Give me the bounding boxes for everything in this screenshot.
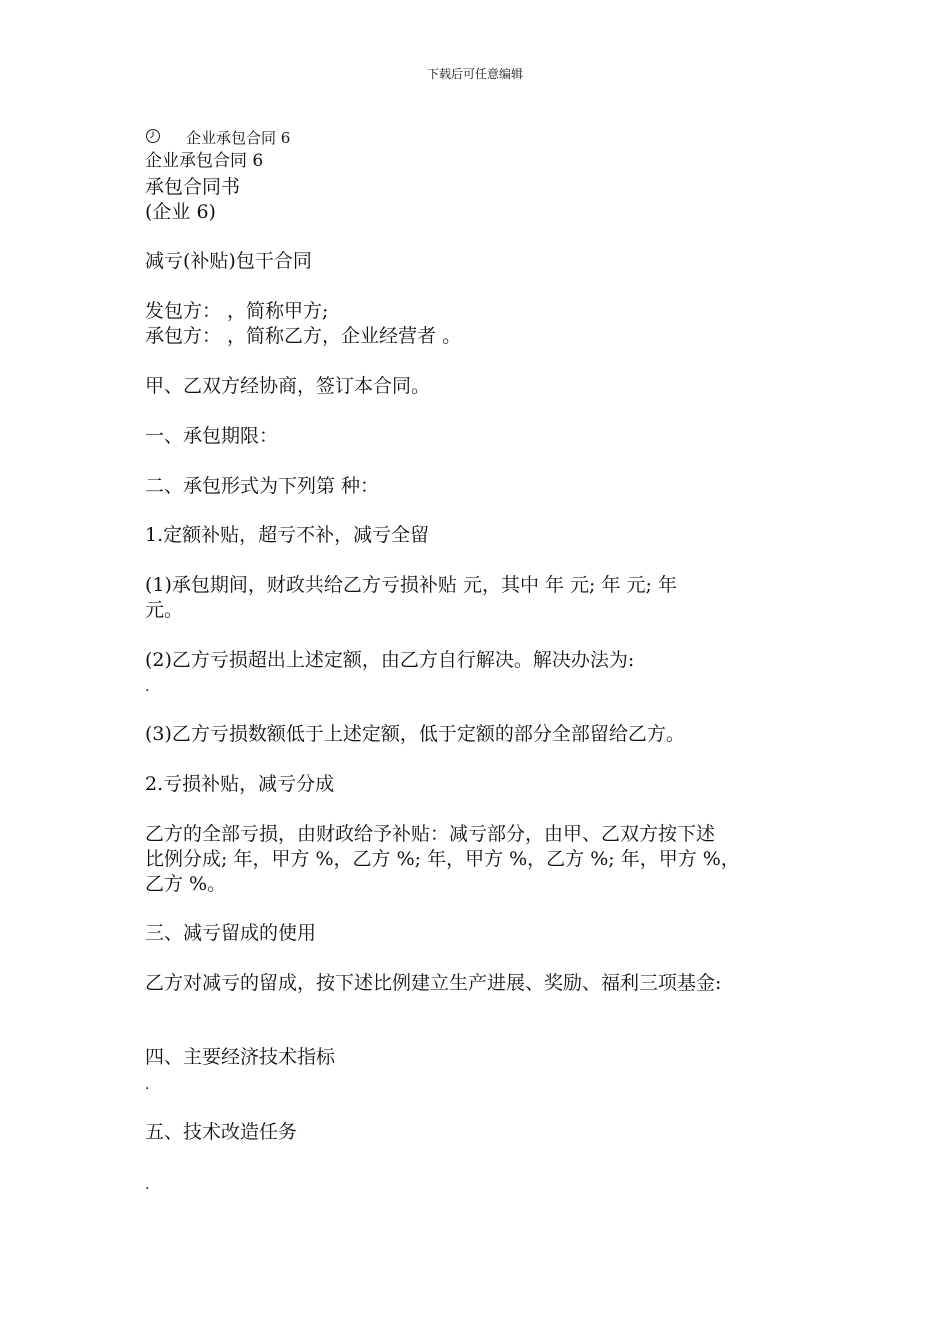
- intro-text: 甲、乙双方经协商，签订本合同。: [145, 375, 431, 397]
- item-2-heading: 2.亏损补贴，减亏分成: [145, 773, 335, 795]
- section-3-heading: 三、减亏留成的使用: [145, 922, 317, 944]
- doc-title-small: 企业承包合同 6: [145, 151, 264, 171]
- doc-title: 承包合同书: [145, 176, 241, 198]
- item-1-heading: 1.定额补贴，超亏不补，减亏全留: [145, 524, 430, 546]
- blank-line-dot: .: [145, 679, 150, 695]
- item-2-line2: 比例分成; 年，甲方 %，乙方 %; 年，甲方 %，乙方 %; 年，甲方 %，: [145, 848, 740, 870]
- blank-line-dot: .: [145, 1077, 150, 1093]
- section-5-heading: 五、技术改造任务: [145, 1121, 298, 1143]
- party-b: 承包方： ，简称乙方，企业经营者 。: [145, 325, 462, 347]
- section-2-heading: 二、承包形式为下列第 种：: [145, 475, 380, 497]
- contract-name: 减亏(补贴)包干合同: [145, 250, 312, 272]
- section-4-heading: 四、主要经济技术指标: [145, 1046, 336, 1068]
- item-1-1-line1: (1)承包期间，财政共给乙方亏损补贴 元，其中 年 元; 年 元; 年: [145, 574, 677, 596]
- item-2-line3: 乙方 %。: [145, 873, 227, 895]
- item-1-2: (2)乙方亏损超出上述定额，由乙方自行解决。解决办法为:: [145, 649, 635, 671]
- doc-subtitle: (企业 6): [145, 201, 216, 223]
- item-1-1-line2: 元。: [145, 599, 184, 621]
- section-3-text: 乙方对减亏的留成，按下述比例建立生产进展、奖励、福利三项基金:: [145, 972, 722, 994]
- item-2-line1: 乙方的全部亏损，由财政给予补贴：减亏部分，由甲、乙双方按下述: [145, 823, 716, 845]
- section-1-heading: 一、承包期限：: [145, 425, 279, 447]
- top-title: 企业承包合同 6: [186, 129, 291, 147]
- clock-icon: [145, 128, 161, 144]
- page-header: 下载后可任意编辑: [426, 67, 523, 81]
- blank-line-dot: .: [145, 1177, 150, 1193]
- item-1-3: (3)乙方亏损数额低于上述定额，低于定额的部分全部留给乙方。: [145, 723, 685, 745]
- party-a: 发包方： ，简称甲方;: [145, 300, 329, 322]
